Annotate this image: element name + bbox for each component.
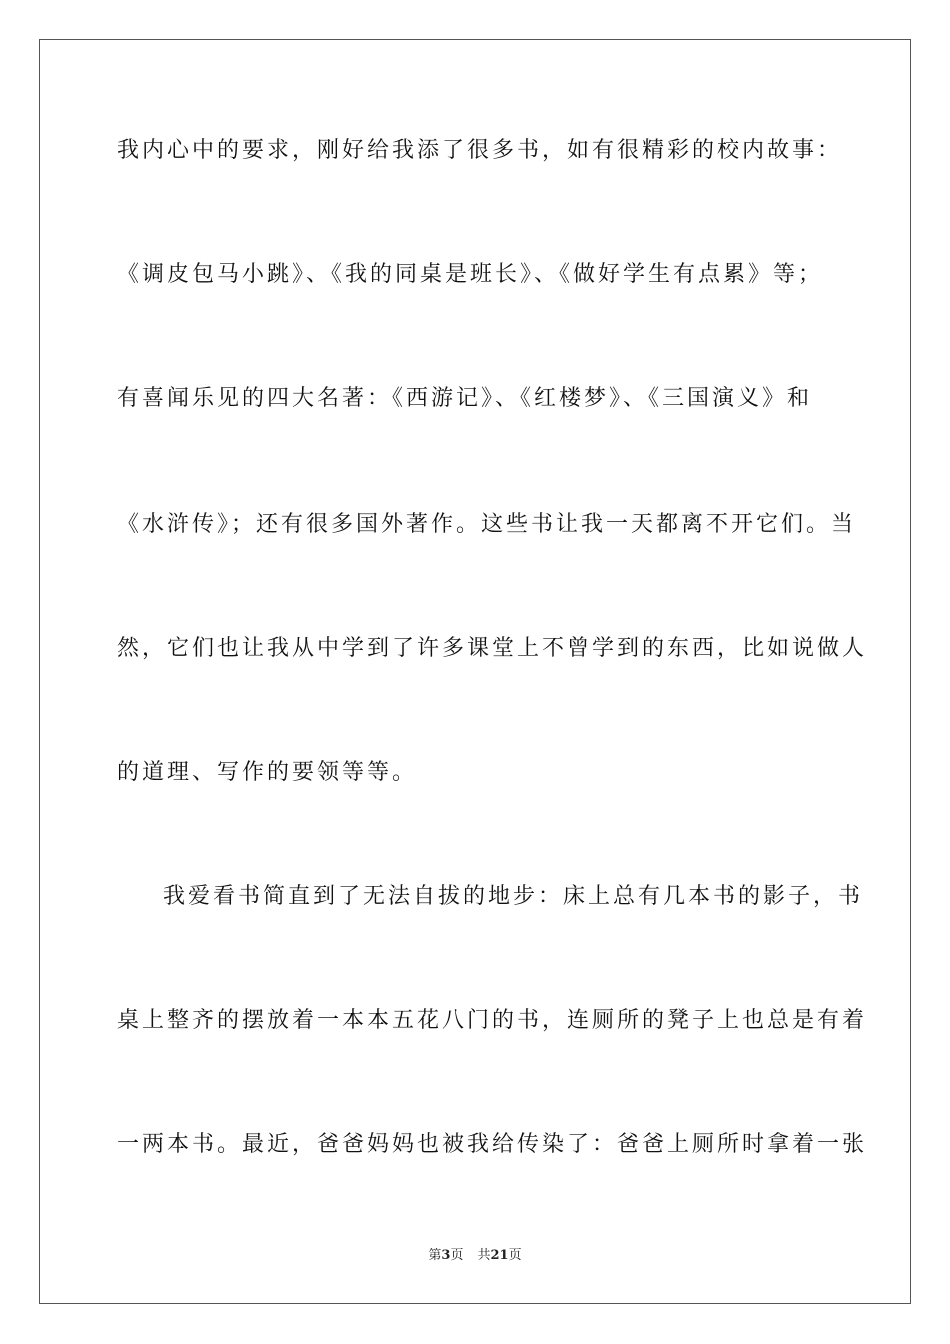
body-text-line-4: 《水浒传》；还有很多国外著作。这些书让我一天都离不开它们。当 bbox=[117, 512, 857, 537]
page-number: 3 bbox=[441, 1248, 451, 1263]
body-text-line-1: 我内心中的要求，刚好给我添了很多书，如有很精彩的校内故事： bbox=[117, 138, 843, 163]
page-suffix: 页 bbox=[450, 1248, 464, 1263]
total-suffix: 页 bbox=[508, 1248, 522, 1263]
body-text-line-3: 有喜闻乐见的四大名著：《西游记》、《红楼梦》、《三国演义》和 bbox=[117, 386, 813, 411]
body-text-line-2: 《调皮包马小跳》、《我的同桌是班长》、《做好学生有点累》等； bbox=[117, 262, 824, 287]
page-frame bbox=[39, 39, 911, 1304]
page-footer bbox=[0, 1247, 950, 1265]
body-text-line-9: 一两本书。最近，爸爸妈妈也被我给传染了：爸爸上厕所时拿着一张 bbox=[117, 1132, 868, 1157]
total-pages: 21 bbox=[490, 1248, 509, 1263]
body-text-line-6: 的道理、写作的要领等等。 bbox=[117, 760, 418, 785]
total-prefix: 共 bbox=[477, 1248, 491, 1263]
body-text-line-7: 我爱看书简直到了无法自拔的地步：床上总有几本书的影子，书 bbox=[163, 884, 864, 909]
body-text-line-5: 然，它们也让我从中学到了许多课堂上不曾学到的东西，比如说做人 bbox=[117, 636, 868, 661]
body-text-line-8: 桌上整齐的摆放着一本本五花八门的书，连厕所的凳子上也总是有着 bbox=[117, 1008, 868, 1033]
page-prefix: 第 bbox=[428, 1248, 442, 1263]
